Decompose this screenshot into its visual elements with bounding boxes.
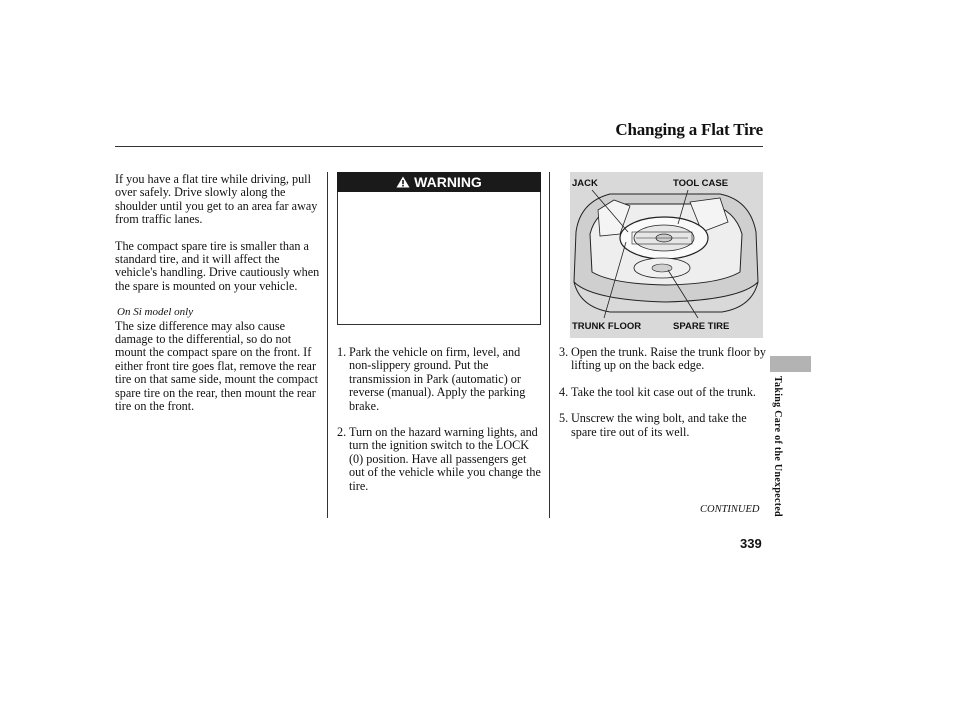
warning-header: [337, 172, 541, 192]
trunk-floor-label: TRUNK FLOOR: [572, 321, 642, 332]
step-number: 1.: [337, 345, 347, 359]
step-number: 5.: [559, 411, 569, 426]
section-title: Taking Care of the Unexpected: [772, 376, 783, 517]
model-note: On Si model only: [117, 306, 194, 319]
warning-box: [337, 172, 541, 325]
step-text: Unscrew the wing bolt, and take the spare tire out of its well.: [571, 411, 747, 439]
step-item: [559, 412, 767, 439]
steps-column-left: [337, 346, 542, 493]
page-number: 339: [740, 536, 762, 551]
intro-paragraph-3: The size difference may also cause damage to the differential, so do not mount the compact spare on the front. If either front tire goes flat, remove the rear tire on that same side, mount the compact spare tire on the rear, then mount the rear tire on the front.: [115, 318, 319, 414]
step-number: 4.: [559, 384, 569, 399]
intro-column: [115, 173, 320, 414]
header-rule: [115, 146, 763, 147]
tool-case-label: TOOL CASE: [673, 178, 729, 189]
intro-paragraph-1: If you have a flat tire while driving, pull over safely. Drive slowly along the shoulder until you get to an area far away from traffic lanes.: [115, 172, 318, 227]
trunk-illustration: [570, 172, 763, 338]
continued-note: CONTINUED: [700, 504, 760, 515]
step-text: Turn on the hazard warning lights, and turn the ignition switch to the LOCK (0) position. Have all passengers get out of the vehicle while you change the tire.: [349, 425, 541, 493]
step-text: Take the tool kit case out of the trunk.: [571, 384, 756, 399]
step-number: 2.: [337, 425, 347, 440]
page-title: Changing a Flat Tire: [615, 120, 763, 139]
section-tab: [770, 356, 811, 372]
step-number: 3.: [559, 345, 569, 359]
intro-paragraph-2: The compact spare tire is smaller than a standard tire, and it will affect the vehicle's handling. Drive cautiously when the spare is mounted on your vehicle.: [115, 238, 320, 293]
column-divider-2: [549, 172, 550, 518]
step-text: Open the trunk. Raise the trunk floor by lifting up on the back edge.: [571, 345, 766, 373]
warning-label: WARNING: [414, 174, 482, 190]
step-text: Park the vehicle on firm, level, and non-slippery ground. Put the transmission in Park (automatic) or reverse (manual). Apply the parking brake.: [349, 345, 526, 413]
warning-triangle-icon: [396, 176, 410, 188]
step-item: [559, 346, 767, 373]
step-item: [337, 346, 542, 413]
spare-tire-label: SPARE TIRE: [673, 321, 730, 332]
column-divider-1: [327, 172, 328, 518]
step-item: [337, 426, 542, 493]
step-item: [559, 386, 767, 399]
jack-label: JACK: [572, 178, 598, 189]
steps-column-right: [559, 346, 767, 439]
